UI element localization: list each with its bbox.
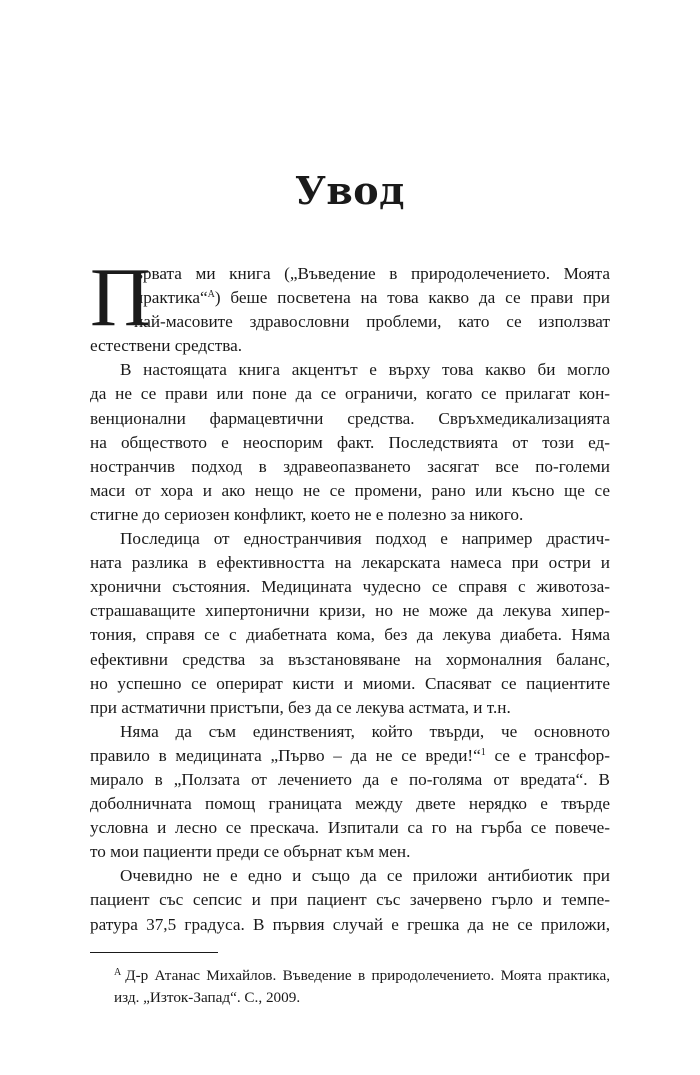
text-line: при астматични пристъпи, без да се лекува астмата, и т.н. (90, 697, 511, 717)
text-line: маси от хора и ако нещо не се промени, рано или късно ще се (90, 480, 610, 500)
paragraph-3 (90, 527, 610, 720)
text-line: Очевидно не е едно и също да се приложи антибиотик при (120, 866, 610, 886)
footnote-ref: 1 (480, 746, 486, 758)
text-line: страшаващите хипертонични кризи, но не може да лекува хипер- (90, 601, 610, 621)
text-line: то мои пациенти преди се обърнат към мен. (90, 842, 411, 862)
text-line: ната разлика в ефективността на лекарската намеса при остри и (90, 553, 610, 573)
text-line: мирало в „Ползата от лечението да е по-голяма от вредата“. В (90, 769, 610, 789)
drop-cap: П (90, 251, 151, 344)
text-line: хронични състояния. Медицината чудесно се справя с животоза- (90, 577, 610, 597)
text-line: Няма да съм единственият, който твърди, че основното (120, 721, 610, 741)
text-line: условна и лесно се прескача. Изпитали са го на гърба се повече- (90, 818, 610, 838)
chapter-title: Увод (295, 168, 405, 213)
paragraph-2 (90, 358, 610, 527)
text-line: стигне до сериозен конфликт, което не е полезно за никого. (90, 504, 524, 524)
footnote-divider (90, 952, 218, 953)
text-line: доболничната помощ границата между двете нерядко е твърде (90, 794, 610, 814)
text-line: ратура 37,5 градуса. В първия случай е грешка да не се приложи, (90, 914, 610, 934)
text-line: пациент със сепсис и при пациент със зачервено гърло и темпе- (90, 890, 610, 910)
footnote-line: изд. „Изток-Запад“. С., 2009. (114, 989, 301, 1006)
text-line: ефективни средства за възстановяване на хормоналния баланс, (90, 649, 610, 669)
paragraph-5 (90, 864, 610, 936)
text-line: В настоящата книга акцентът е върху това какво би могло (120, 360, 610, 380)
text-line: на обществото е неоспорим факт. Последствията от този ед- (90, 432, 610, 452)
text-line: но успешно се оперират кисти и миоми. Спасяват се пациентите (90, 673, 610, 693)
text-line: венционални фармацевтични средства. Свръхмедикализацията (90, 408, 610, 428)
footnote-line: $^A$ Д-р Атанас Михайлов. Въведение в природолечението. Моята практика, (114, 967, 610, 984)
text-line: правило в медицината „Първо – да не се вреди!“$^1$ се е трансфор- (90, 745, 610, 765)
text-line: практика“$^A$) беше посветена на това какво да се прави при (134, 288, 610, 308)
text-line: ървата ми книга („Въведение в природолечението. Моята (134, 264, 610, 283)
text-line: ностранчив подход в здравеопазването засягат все по-големи (90, 456, 610, 476)
text-line: тония, справя се с диабетната кома, без да лекува диабета. Няма (90, 625, 610, 645)
body-text (90, 251, 610, 937)
paragraph-4 (90, 720, 610, 865)
footnote-mark: A (114, 967, 122, 978)
text-line: да не се прави или поне да се ограничи, когато се прилагат кон- (90, 384, 610, 404)
footnote (90, 962, 610, 1009)
paragraph-1 (90, 251, 610, 358)
footnote-ref: A (207, 289, 215, 301)
text-line: Последица от едностранчивия подход е например драстич- (120, 529, 610, 549)
text-line: естествени средства. (90, 336, 243, 356)
text-line: най-масовите здравословни проблеми, като се използват (134, 312, 610, 332)
